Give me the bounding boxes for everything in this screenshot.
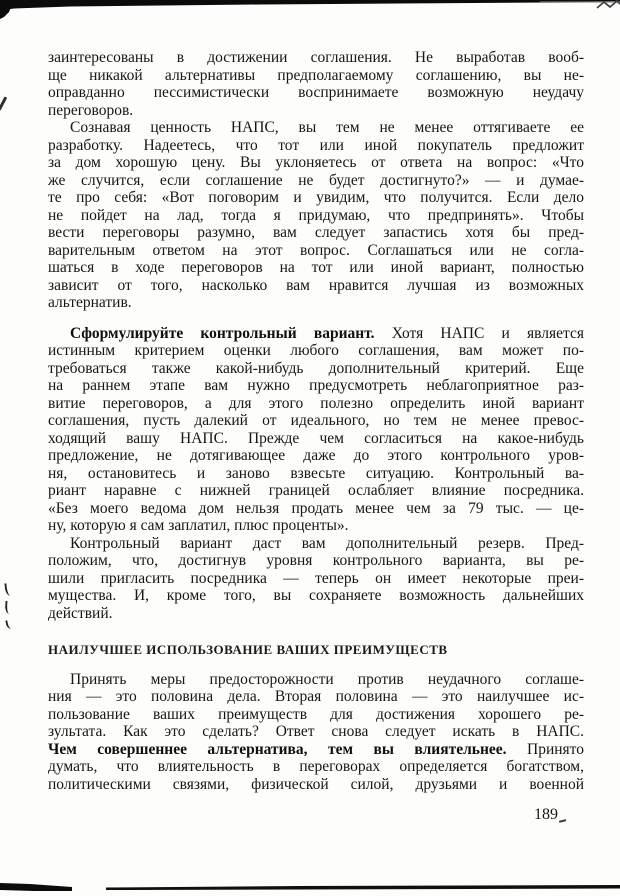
scan-artifact-top-bar bbox=[0, 0, 620, 24]
margin-tick-mark bbox=[0, 96, 7, 110]
text-line: разработку. Надеетесь, что тот или иной покупатель предложит bbox=[48, 136, 584, 154]
text-line: ния — это половина дела. Вторая половина — это наилучшее ис- bbox=[48, 688, 584, 705]
margin-pen-mark bbox=[5, 619, 13, 629]
text-line: Контрольный вариант даст вам дополнительный резерв. Пред- bbox=[70, 534, 584, 552]
text-block bbox=[48, 49, 584, 793]
text-line: ще никакой альтернативы предполагаемому соглашению, вы не- bbox=[48, 66, 584, 84]
text-line: ходящий вашу НАПС. Прежде чем согласиться на какое-нибудь bbox=[48, 429, 584, 447]
text-line: альтернатив. bbox=[48, 294, 132, 311]
text-line: оправданно пессимистически воспринимаете возможную неудачу bbox=[48, 84, 584, 101]
text-line: за дом хорошую цену. Вы уклоняетесь от ответа на вопрос: «Что bbox=[48, 154, 584, 171]
page-number-ink-tail bbox=[559, 819, 566, 822]
text-line: положим, что, достигнув уровня контрольного варианта, вы ре- bbox=[48, 552, 584, 569]
text-line: думать, что влиятельность в переговорах определяется богатством, bbox=[48, 758, 584, 775]
text-line: мущества. И, кроме того, вы сохраняете возможность дальнейших bbox=[48, 587, 584, 604]
text-line: Сформулируйте контрольный вариант. Хотя НАПС и является bbox=[70, 324, 584, 342]
text-line: те про себя: «Вот поговорим и увидим, что получится. Если дело bbox=[48, 189, 584, 206]
text-line: ну, которую я сам заплатил, плюс проценты». bbox=[48, 517, 349, 534]
text-line: Сознавая ценность НАПС, вы тем не менее оттягиваете ее bbox=[70, 119, 584, 136]
text-line: действий. bbox=[48, 604, 113, 622]
text-line: заинтересованы в достижении соглашения. Не выработав вооб- bbox=[48, 49, 584, 66]
text-line: шили пригласить посредника — теперь он имеет некоторые преи- bbox=[48, 569, 584, 587]
text-line: шаться в ходе переговоров на тот или иной вариант, полностью bbox=[48, 259, 584, 276]
page-number: 189 bbox=[534, 806, 558, 823]
paragraph bbox=[48, 119, 584, 312]
text-line: требоваться также какой-нибудь дополнительный критерий. Еще bbox=[48, 359, 584, 377]
text-line: ня, остановитесь и заново взвесьте ситуацию. Контрольный ва- bbox=[48, 464, 584, 482]
text-line: зависит от того, насколько вам нравится лучшая из возможных bbox=[48, 276, 584, 294]
text-line: Принять меры предосторожности против неудачного соглаше- bbox=[70, 670, 584, 688]
paragraph bbox=[48, 49, 584, 119]
text-line: витие переговоров, а для этого полезно определить иной вариант bbox=[48, 394, 584, 412]
text-line: зультата. Как это сделать? Ответ снова следует искать в НАПС. bbox=[48, 723, 584, 740]
text-line: переговоров. bbox=[48, 101, 134, 119]
paragraph bbox=[48, 671, 584, 794]
text-line: не пойдет на лад, тогда я придумаю, что предпринять». Чтобы bbox=[48, 206, 584, 224]
margin-pen-mark bbox=[5, 601, 13, 614]
text-line: вести переговоры разумно, вам следует запастись хотя бы пред- bbox=[48, 224, 584, 241]
text-line: пользование ваших преимуществ для достижения хорошего ре- bbox=[48, 705, 584, 723]
paragraph bbox=[48, 535, 584, 623]
section-heading: НАИЛУЧШЕЕ ИСПОЛЬЗОВАНИЕ ВАШИХ ПРЕИМУЩЕСТВ bbox=[48, 642, 448, 657]
text-line: же случится, если соглашение не будет достигнуто?» — и думае- bbox=[48, 171, 584, 189]
text-line: соглашения, пусть далекий от идеального, но тем не менее превос- bbox=[48, 412, 584, 429]
text-line: политическими связями, физической силой, друзьями и военной bbox=[48, 775, 584, 793]
margin-pen-mark bbox=[4, 583, 12, 597]
text-line: Чем совершеннее альтернатива, тем вы влиятельнее. Принято bbox=[48, 740, 584, 758]
scan-artifact-bottom-bar bbox=[0, 876, 620, 896]
text-line: «Без моего ведома дом нельзя продать менее чем за 79 тыс. — це- bbox=[48, 499, 584, 517]
text-line: истинным критерием оценки любого соглашения, вам может по- bbox=[48, 342, 584, 359]
text-line: на раннем этапе вам нужно предусмотреть неблагоприятное раз- bbox=[48, 377, 584, 394]
text-line: варительным ответом на этот вопрос. Соглашаться или не согла- bbox=[48, 241, 584, 259]
paragraph bbox=[48, 325, 584, 535]
text-line: предложение, не дотягивающее даже до этого контрольного уров- bbox=[48, 447, 584, 464]
text-line: риант наравне с нижней границей ослабляет влияние посредника. bbox=[48, 482, 584, 499]
